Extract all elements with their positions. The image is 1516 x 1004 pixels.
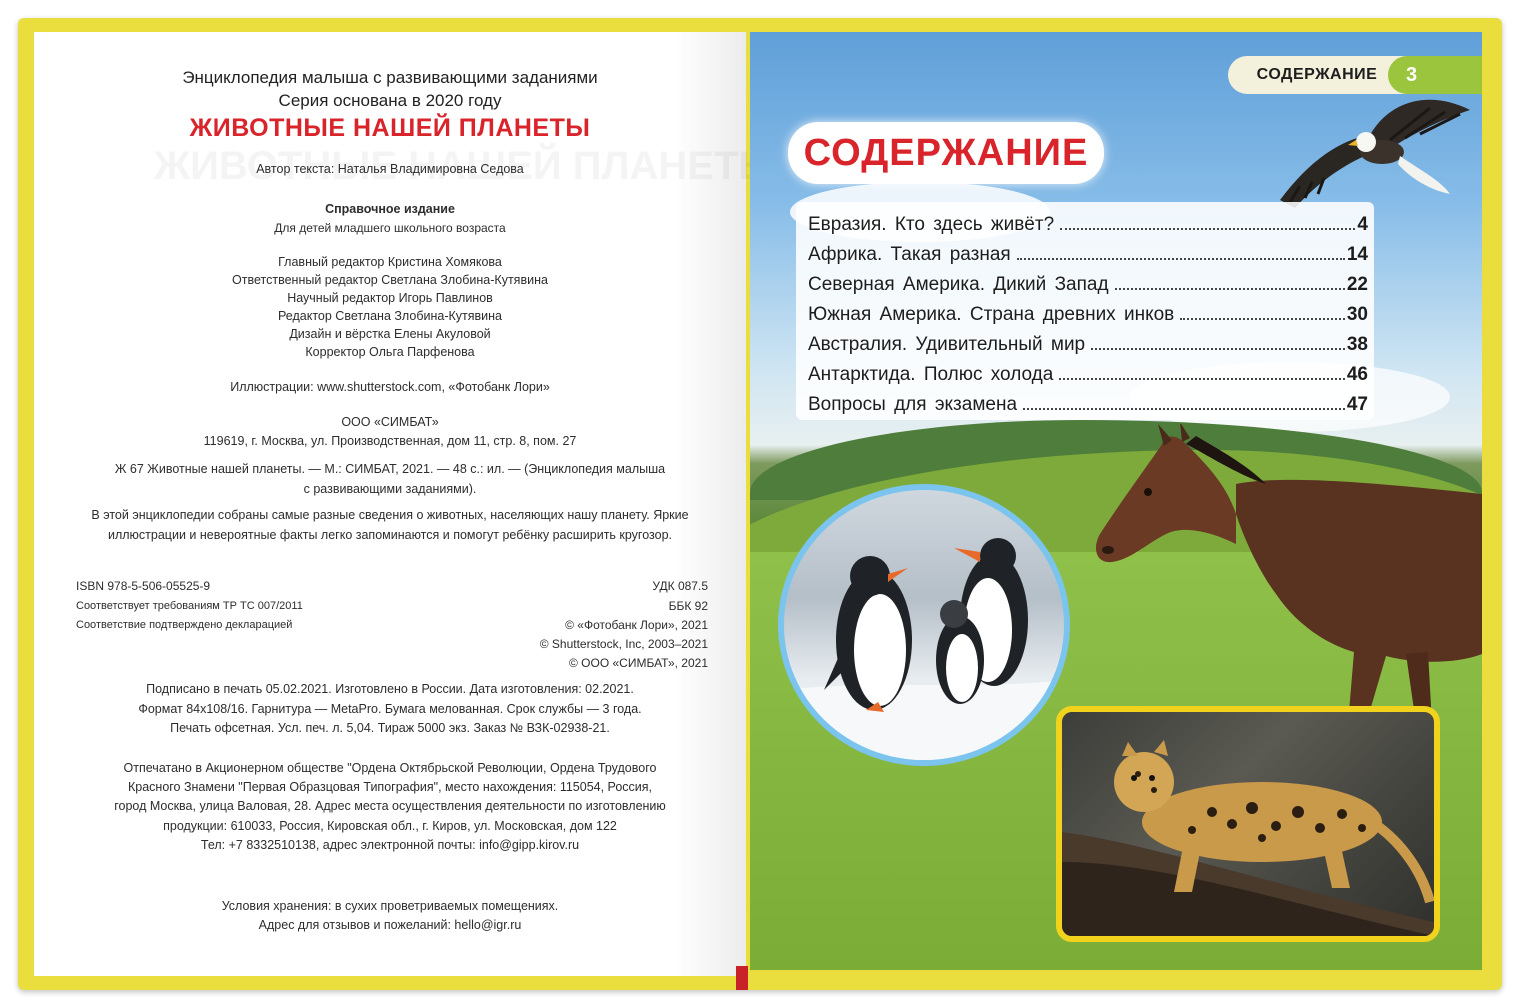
jaguar-photo xyxy=(1056,706,1440,942)
copyright-line: © «Фотобанк Лори», 2021 xyxy=(565,618,708,632)
isbn: ISBN 978-5-506-05525-9 xyxy=(76,579,211,593)
printer-info: Отпечатано в Акционерном обществе "Ордена Октябрьской Революции, Ордена Трудового xyxy=(123,761,657,775)
toc-leader-dots xyxy=(1091,348,1345,350)
penguins-photo xyxy=(778,484,1070,766)
bookmark-ribbon xyxy=(736,966,748,990)
toc-entry-page: 47 xyxy=(1346,394,1368,415)
toc-entry-title: Евразия. Кто здесь живёт? xyxy=(808,214,1055,235)
copyright-line: © ООО «СИМБАТ», 2021 xyxy=(569,656,708,670)
toc-leader-dots xyxy=(1023,408,1345,410)
toc-entry-page: 14 xyxy=(1346,244,1368,265)
toc-entry[interactable] xyxy=(808,328,1368,356)
toc-entry[interactable] xyxy=(808,208,1368,236)
description: иллюстрации и невероятные факты легко запоминаются и помогут ребёнку расширить кругозор. xyxy=(107,528,672,542)
toc-entry[interactable] xyxy=(808,238,1368,266)
print-info: Печать офсетная. Усл. печ. л. 5,04. Тираж 5000 экз. Заказ № ВЗК-02938-21. xyxy=(170,721,610,735)
series-title: Энциклопедия малыша с развивающими заданиями xyxy=(182,68,598,87)
compliance: Соответствует требованиям ТР ТС 007/2011 xyxy=(76,600,303,612)
credit-line: Дизайн и вёрстка Елены Акуловой xyxy=(289,327,491,341)
toc-entry-page: 38 xyxy=(1346,334,1368,355)
printer-info: Тел: +7 8332510138, адрес электронной почты: info@gipp.kirov.ru xyxy=(200,838,580,852)
toc-leader-dots xyxy=(1017,258,1345,260)
toc-leader-dots xyxy=(1180,318,1345,320)
toc-entry-page: 46 xyxy=(1346,364,1368,385)
toc-entry-title: Африка. Такая разная xyxy=(808,244,1011,265)
imprint-page xyxy=(34,32,746,976)
description: В этой энциклопедии собраны самые разные сведения о животных, населяющих нашу планету. Яркие xyxy=(91,508,689,522)
credit-line: Корректор Ольга Парфенова xyxy=(305,345,475,359)
printer-info: Красного Знамени "Первая Образцовая Типография", место нахождения: 115054, Россия, xyxy=(127,780,653,794)
section-tab xyxy=(1228,56,1482,94)
toc-entry-title: Антарктида. Полюс холода xyxy=(808,364,1054,385)
toc-entry-title: Вопросы для экзамена xyxy=(808,394,1018,415)
credit-line: Научный редактор Игорь Павлинов xyxy=(287,291,493,305)
feedback-address: Адрес для отзывов и пожеланий: hello@igr.ru xyxy=(258,918,522,932)
declaration: Соответствие подтверждено декларацией xyxy=(76,619,293,631)
toc-leader-dots xyxy=(1115,288,1345,290)
toc-entry[interactable] xyxy=(808,388,1368,416)
penguins-illustration xyxy=(784,490,1064,760)
toc-entry[interactable] xyxy=(808,358,1368,386)
catalog-entry: с развивающими заданиями). xyxy=(303,482,477,496)
table-of-contents xyxy=(796,202,1374,420)
printer-info: город Москва, улица Валовая, 28. Адрес места осуществления деятельности по изготовлению xyxy=(114,799,666,813)
storage-conditions: Условия хранения: в сухих проветриваемых помещениях. xyxy=(221,899,559,913)
horse-illustration xyxy=(1086,424,1482,724)
toc-entry[interactable] xyxy=(808,298,1368,326)
section-tab-label: СОДЕРЖАНИЕ xyxy=(1228,56,1406,94)
bbk: ББК 92 xyxy=(668,599,708,613)
author-line: Автор текста: Наталья Владимировна Седова xyxy=(256,162,524,176)
series-founded: Серия основана в 2020 году xyxy=(278,91,502,110)
toc-entry-title: Южная Америка. Страна древних инков xyxy=(808,304,1175,325)
toc-entry-page: 22 xyxy=(1346,274,1368,295)
print-info: Подписано в печать 05.02.2021. Изготовлено в России. Дата изготовления: 02.2021. xyxy=(146,682,634,696)
toc-leader-dots xyxy=(1059,378,1345,380)
toc-entry-title: Северная Америка. Дикий Запад xyxy=(808,274,1109,295)
credit-line: Ответственный редактор Светлана Злобина-Кутявина xyxy=(232,273,548,287)
toc-entry-title: Австралия. Удивительный мир xyxy=(808,334,1086,355)
toc-leader-dots xyxy=(1060,228,1355,230)
page-number: 3 xyxy=(1388,56,1482,94)
udk: УДК 087.5 xyxy=(652,579,708,593)
credit-line: Редактор Светлана Злобина-Кутявина xyxy=(278,309,502,323)
toc-entry[interactable] xyxy=(808,268,1368,296)
printer-info: продукции: 610033, Россия, Кировская обл., г. Киров, ул. Московская, дом 122 xyxy=(163,819,617,833)
illustrations-credit: Иллюстрации: www.shutterstock.com, «Фотобанк Лори» xyxy=(230,380,550,394)
publisher-address: 119619, г. Москва, ул. Производственная, дом 11, стр. 8, пом. 27 xyxy=(203,434,577,448)
toc-entry-page: 4 xyxy=(1357,214,1368,235)
publisher-name: ООО «СИМБАТ» xyxy=(341,415,439,429)
contents-heading: СОДЕРЖАНИЕ xyxy=(788,122,1104,184)
edition-type: Справочное издание xyxy=(325,202,455,216)
toc-entry-page: 30 xyxy=(1346,304,1368,325)
audience: Для детей младшего школьного возраста xyxy=(274,221,506,235)
jaguar-illustration xyxy=(1062,712,1434,936)
print-info: Формат 84x108/16. Гарнитура — MetaPro. Бумага мелованная. Срок службы — 3 года. xyxy=(138,702,642,716)
catalog-entry: Ж 67 Животные нашей планеты. — М.: СИМБАТ, 2021. — 48 с.: ил. — (Энциклопедия малыша xyxy=(114,462,666,476)
credit-line: Главный редактор Кристина Хомякова xyxy=(278,255,502,269)
contents-page xyxy=(750,32,1482,970)
copyright-line: © Shutterstock, Inc, 2003–2021 xyxy=(539,637,708,651)
eagle-illustration xyxy=(1270,90,1480,210)
book-title: ЖИВОТНЫЕ НАШЕЙ ПЛАНЕТЫ xyxy=(189,114,591,142)
